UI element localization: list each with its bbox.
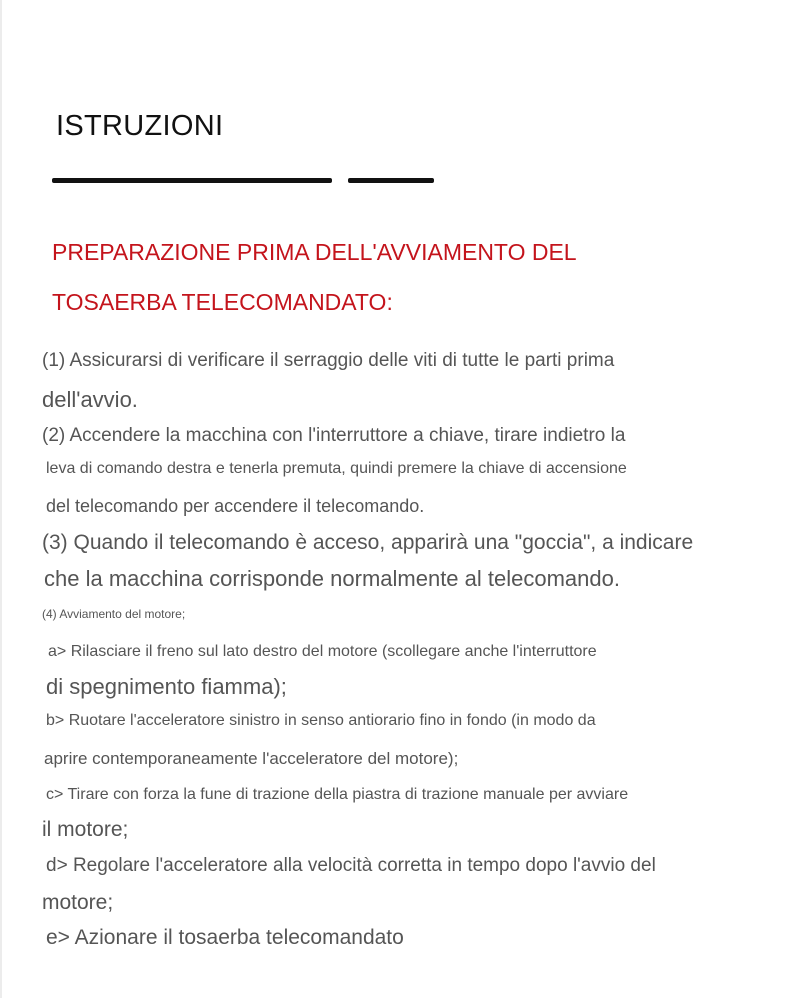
instruction-line: (1) Assicurarsi di verificare il serraggio delle viti di tutte le parti prima: [42, 350, 615, 371]
instruction-line: aprire contemporaneamente l'acceleratore del motore);: [44, 749, 459, 768]
section-heading-line-1: PREPARAZIONE PRIMA DELL'AVVIAMENTO DEL: [52, 239, 577, 265]
instruction-line: (4) Avviamento del motore;: [42, 607, 186, 621]
instruction-line: c> Tirare con forza la fune di trazione della piastra di trazione manuale per avviare: [46, 786, 629, 803]
instruction-line: del telecomando per accendere il telecomando.: [46, 496, 425, 516]
instruction-line: di spegnimento fiamma);: [46, 674, 287, 699]
instruction-line: motore;: [42, 891, 114, 914]
title-underline-short: [348, 178, 434, 183]
instruction-line: d> Regolare l'acceleratore alla velocità corretta in tempo dopo l'avvio del: [46, 855, 656, 876]
instruction-line: (2) Accendere la macchina con l'interruttore a chiave, tirare indietro la: [42, 425, 626, 446]
instruction-line: e> Azionare il tosaerba telecomandato: [46, 926, 404, 949]
title-underline-long: [52, 178, 332, 183]
page-edge: [0, 0, 2, 998]
instruction-line: a> Rilasciare il freno sul lato destro del motore (scollegare anche l'interruttore: [48, 643, 597, 660]
document-title: ISTRUZIONI: [56, 110, 224, 142]
instruction-line: (3) Quando il telecomando è acceso, apparirà una "goccia", a indicare: [42, 531, 694, 554]
instruction-line: dell'avvio.: [42, 387, 138, 412]
instruction-line: leva di comando destra e tenerla premuta, quindi premere la chiave di accensione: [46, 460, 627, 477]
instruction-line: che la macchina corrisponde normalmente al telecomando.: [44, 566, 620, 591]
instruction-line: b> Ruotare l'acceleratore sinistro in senso antiorario fino in fondo (in modo da: [46, 712, 596, 729]
instruction-line: il motore;: [42, 818, 129, 841]
section-heading-line-2: TOSAERBA TELECOMANDATO:: [52, 289, 393, 315]
